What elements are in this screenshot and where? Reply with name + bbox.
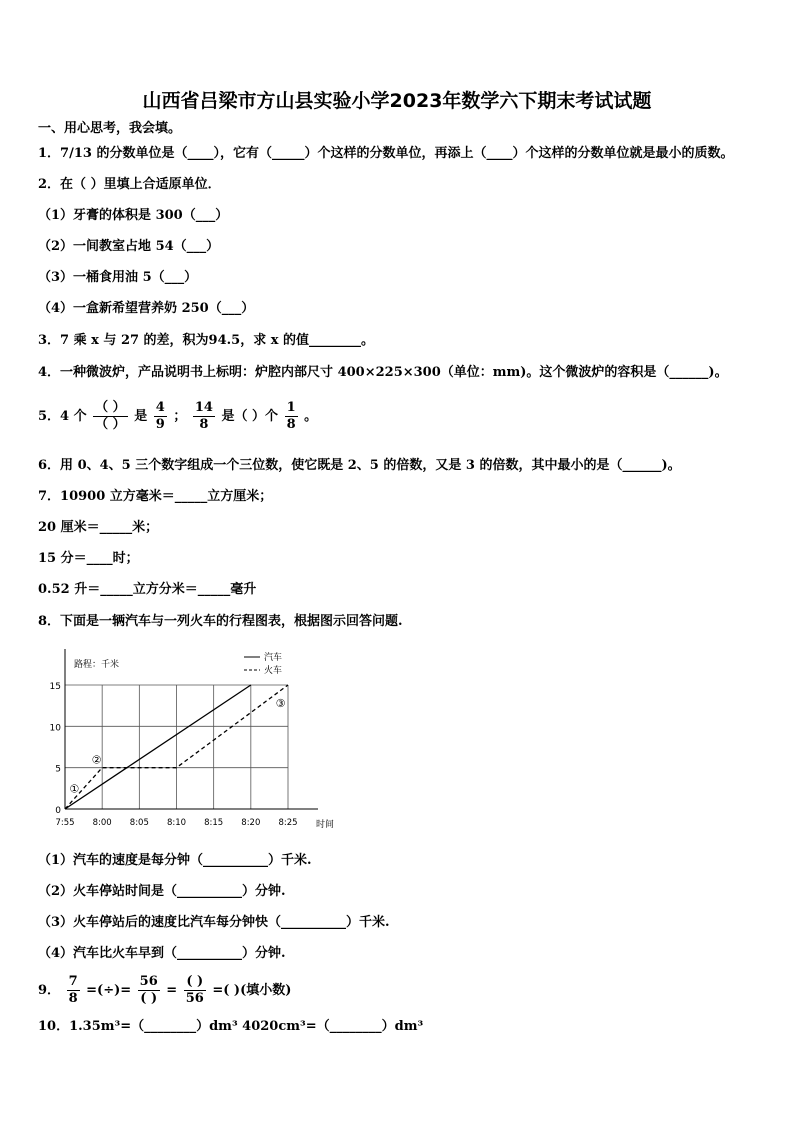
question-2-2: （2）一间教室占地 54（___） xyxy=(38,239,220,254)
annotation-label: ③ xyxy=(275,697,286,711)
q5-blank-fraction xyxy=(93,400,128,433)
x-axis-label: 时间 xyxy=(316,820,335,830)
question-6: 6．用 0、4、5 三个数字组成一个三位数，使它既是 2、5 的倍数，又是 3 的倍数，其中最小的是（______)。 xyxy=(38,458,681,473)
q5-blank-den: （ ） xyxy=(95,417,126,432)
q5-prefix: 5．4 个 xyxy=(38,409,87,424)
q5-fraction-2 xyxy=(193,400,215,433)
question-7-4: 0.52 升＝_____立方分米＝_____毫升 xyxy=(38,582,257,597)
question-8-2: （2）火车停站时间是（__________）分钟. xyxy=(38,884,286,899)
q9-fraction-1 xyxy=(67,974,80,1007)
q5-f2-num: 14 xyxy=(194,400,213,415)
q5-is2: 是（ ）个 xyxy=(221,409,279,424)
x-tick-label: 8:00 xyxy=(92,818,112,828)
x-tick-label: 7:55 xyxy=(55,818,75,828)
y-tick-label: 15 xyxy=(49,682,61,692)
question-1: 1．7/13 的分数单位是（____），它有（_____）个这样的分数单位，再添上（____）个这样的分数单位就是最小的质数。 xyxy=(38,146,734,161)
q5-f3-num: 1 xyxy=(286,400,296,415)
x-tick-label: 8:10 xyxy=(166,818,187,828)
section-heading: 一、用心思考，我会填。 xyxy=(38,121,182,136)
q5-f1-num: 4 xyxy=(155,400,165,415)
question-8-4: （4）汽车比火车早到（__________）分钟. xyxy=(38,946,286,961)
q9-f3-num: ( ) xyxy=(184,974,206,991)
q9-part-1: =(÷)= xyxy=(86,983,132,998)
question-2-1: （1）牙膏的体积是 300（___） xyxy=(38,208,229,223)
question-5 xyxy=(38,398,317,436)
y-axis-label: 路程：千米 xyxy=(74,660,120,670)
q9-prefix: 9． xyxy=(38,983,61,998)
q9-f1-num: 7 xyxy=(68,974,78,989)
x-tick-label: 8:15 xyxy=(204,818,224,828)
x-tick-label: 8:25 xyxy=(278,818,298,828)
q5-blank-num: （ ） xyxy=(95,400,126,415)
q5-f3-den: 8 xyxy=(286,417,296,432)
q9-f1-den: 8 xyxy=(68,991,78,1006)
x-tick-label: 8:05 xyxy=(129,818,149,828)
question-8-1: （1）汽车的速度是每分钟（__________）千米. xyxy=(38,853,312,868)
question-9 xyxy=(38,972,291,1010)
question-2: 2．在（ ）里填上合适原单位． xyxy=(38,177,221,192)
question-8-3: （3）火车停站后的速度比汽车每分钟快（__________）千米. xyxy=(38,915,390,930)
q9-f2-den: ( ) xyxy=(140,991,158,1006)
q5-is1: 是 xyxy=(134,409,148,424)
q5-fraction-1 xyxy=(154,400,167,433)
q9-fraction-3 xyxy=(184,974,206,1007)
question-7-2: 20 厘米＝_____米； xyxy=(38,520,159,535)
series-line-1 xyxy=(65,685,251,809)
question-2-4: （4）一盒新希望营养奶 250（___） xyxy=(38,301,255,316)
q5-end: 。 xyxy=(304,409,318,424)
q9-part-2: = xyxy=(166,983,178,998)
y-tick-label: 0 xyxy=(55,806,61,816)
x-tick-label: 8:20 xyxy=(241,818,261,828)
legend-label: 汽车 xyxy=(264,653,283,663)
question-2-3: （3）一桶食用油 5（___） xyxy=(38,270,198,285)
page-title: 山西省吕梁市方山县实验小学2023年数学六下期末考试试题 xyxy=(142,90,652,112)
q9-fraction-2 xyxy=(138,974,160,1007)
question-4: 4．一种微波炉，产品说明书上标明：炉腔内部尺寸 400×225×300（单位：mm)。这个微波炉的容积是（______)。 xyxy=(38,365,728,380)
q5-f1-den: 9 xyxy=(155,417,165,432)
q5-f2-den: 8 xyxy=(199,417,209,432)
annotation-label: ② xyxy=(91,753,102,767)
question-10: 10．1.35m³=（________）dm³ 4020cm³=（________）dm³ xyxy=(38,1019,424,1034)
q5-sep: ； xyxy=(173,409,187,424)
travel-chart xyxy=(38,645,348,835)
q9-f3-den: 56 xyxy=(185,991,204,1006)
q9-part-3: =( )(填小数) xyxy=(212,983,292,998)
question-3: 3．7 乘 x 与 27 的差，积为94.5，求 x 的值________。 xyxy=(38,333,375,348)
question-7: 7．10900 立方毫米＝_____立方厘米； xyxy=(38,489,273,504)
q5-fraction-3 xyxy=(285,400,298,433)
y-tick-label: 5 xyxy=(55,764,61,775)
question-8: 8．下面是一辆汽车与一列火车的行程图表，根据图示回答问题. xyxy=(38,614,403,629)
legend-label: 火车 xyxy=(264,666,283,676)
q9-f2-num: 56 xyxy=(139,974,158,989)
y-tick-label: 10 xyxy=(49,723,61,734)
question-7-3: 15 分＝____时； xyxy=(38,551,139,566)
annotation-label: ① xyxy=(69,782,80,796)
